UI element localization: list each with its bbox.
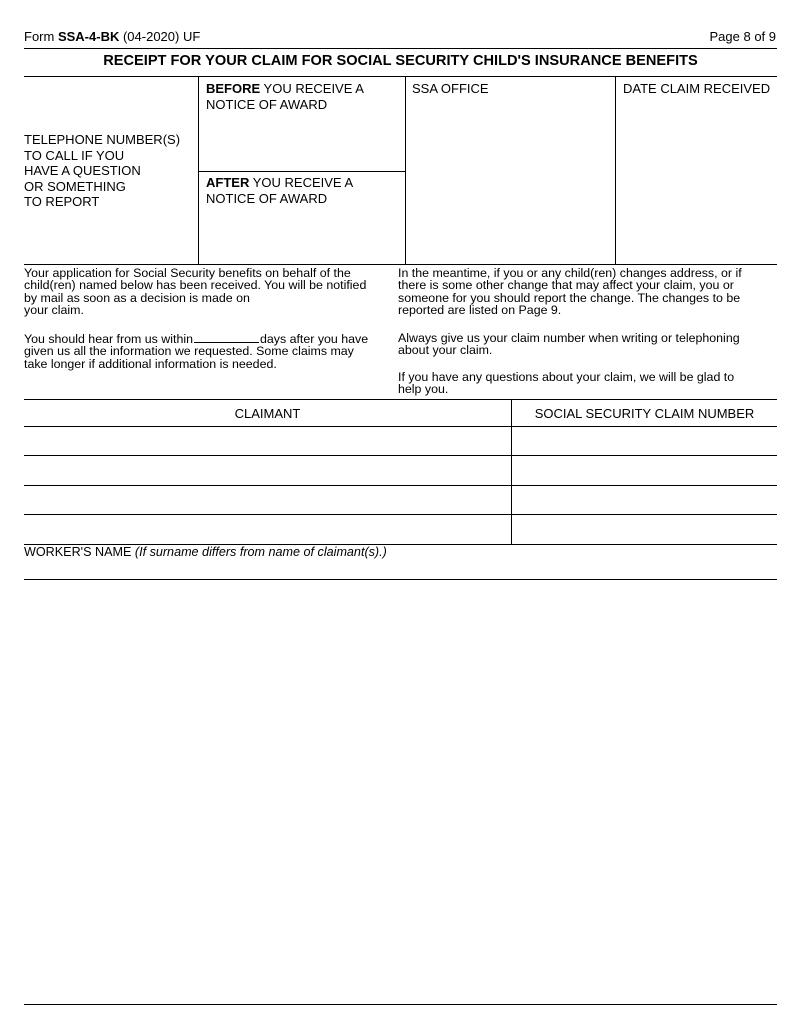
claimant-name-field-1[interactable] bbox=[24, 427, 510, 455]
receipt-notice-text: Your application for Social Security benefits on behalf of the child(ren) named below has been received. You will be notified by mail as soon as a decision is made on your claim. bbox=[24, 266, 367, 318]
page-bottom-rule bbox=[24, 1004, 777, 1005]
page-title: RECEIPT FOR YOUR CLAIM FOR SOCIAL SECURITY CHILD'S INSURANCE BENEFITS bbox=[103, 53, 698, 69]
claim-number-reminder-text: Always give us your claim number when writing or telephoning about your claim. bbox=[398, 331, 740, 358]
ssa-office-label: SSA OFFICE bbox=[412, 81, 489, 96]
claimant-column-header: CLAIMANT bbox=[234, 406, 301, 421]
claim-number-column-header: SOCIAL SECURITY CLAIM NUMBER bbox=[534, 406, 755, 421]
form-identifier: Form SSA-4-BK (04-2020) UF bbox=[24, 29, 201, 44]
days-blank-field[interactable] bbox=[194, 332, 259, 343]
claim-number-field-1[interactable] bbox=[512, 427, 777, 455]
claim-number-field-4[interactable] bbox=[512, 515, 777, 543]
date-claim-received-label: DATE CLAIM RECEIVED bbox=[623, 81, 771, 96]
worker-name-label: WORKER'S NAME (If surname differs from name of claimant(s).) bbox=[24, 545, 387, 559]
worker-name-line bbox=[24, 579, 777, 580]
questions-text: If you have any questions about your claim, we will be glad to help you. bbox=[398, 370, 735, 397]
date-claim-received-field[interactable] bbox=[616, 77, 777, 263]
claim-number-field-3[interactable] bbox=[512, 486, 777, 514]
change-reporting-text: In the meantime, if you or any child(ren) changes address, or if there is some other change that may affect your claim, you or someone for you should report the change. The changes to be reported are listed on Page 9. bbox=[398, 266, 742, 318]
telephone-label: TELEPHONE NUMBER(S) TO CALL IF YOU HAVE A QUESTION OR SOMETHING TO REPORT bbox=[24, 132, 181, 209]
decision-timing-text: You should hear from us within days after you have given us all the information we requested. Some claims may take longer if additional information is needed. bbox=[24, 332, 369, 371]
claim-number-field-2[interactable] bbox=[512, 456, 777, 484]
before-award-label: BEFORE YOU RECEIVE A NOTICE OF AWARD bbox=[206, 81, 364, 112]
header-divider bbox=[24, 48, 777, 49]
claimant-name-field-3[interactable] bbox=[24, 486, 510, 514]
claimant-name-field-2[interactable] bbox=[24, 456, 510, 484]
worker-name-field[interactable] bbox=[24, 561, 777, 579]
page-number: Page 8 of 9 bbox=[709, 29, 776, 44]
form-id: SSA-4-BK bbox=[57, 29, 120, 44]
claimant-table-top bbox=[24, 399, 777, 400]
worker-name-note: (If surname differs from name of claimant(s).) bbox=[134, 545, 387, 559]
claimant-name-field-4[interactable] bbox=[24, 515, 510, 543]
after-award-label: AFTER YOU RECEIVE A NOTICE OF AWARD bbox=[206, 175, 354, 206]
ssa-office-field[interactable] bbox=[406, 77, 614, 263]
top-table-bottom bbox=[24, 264, 777, 265]
